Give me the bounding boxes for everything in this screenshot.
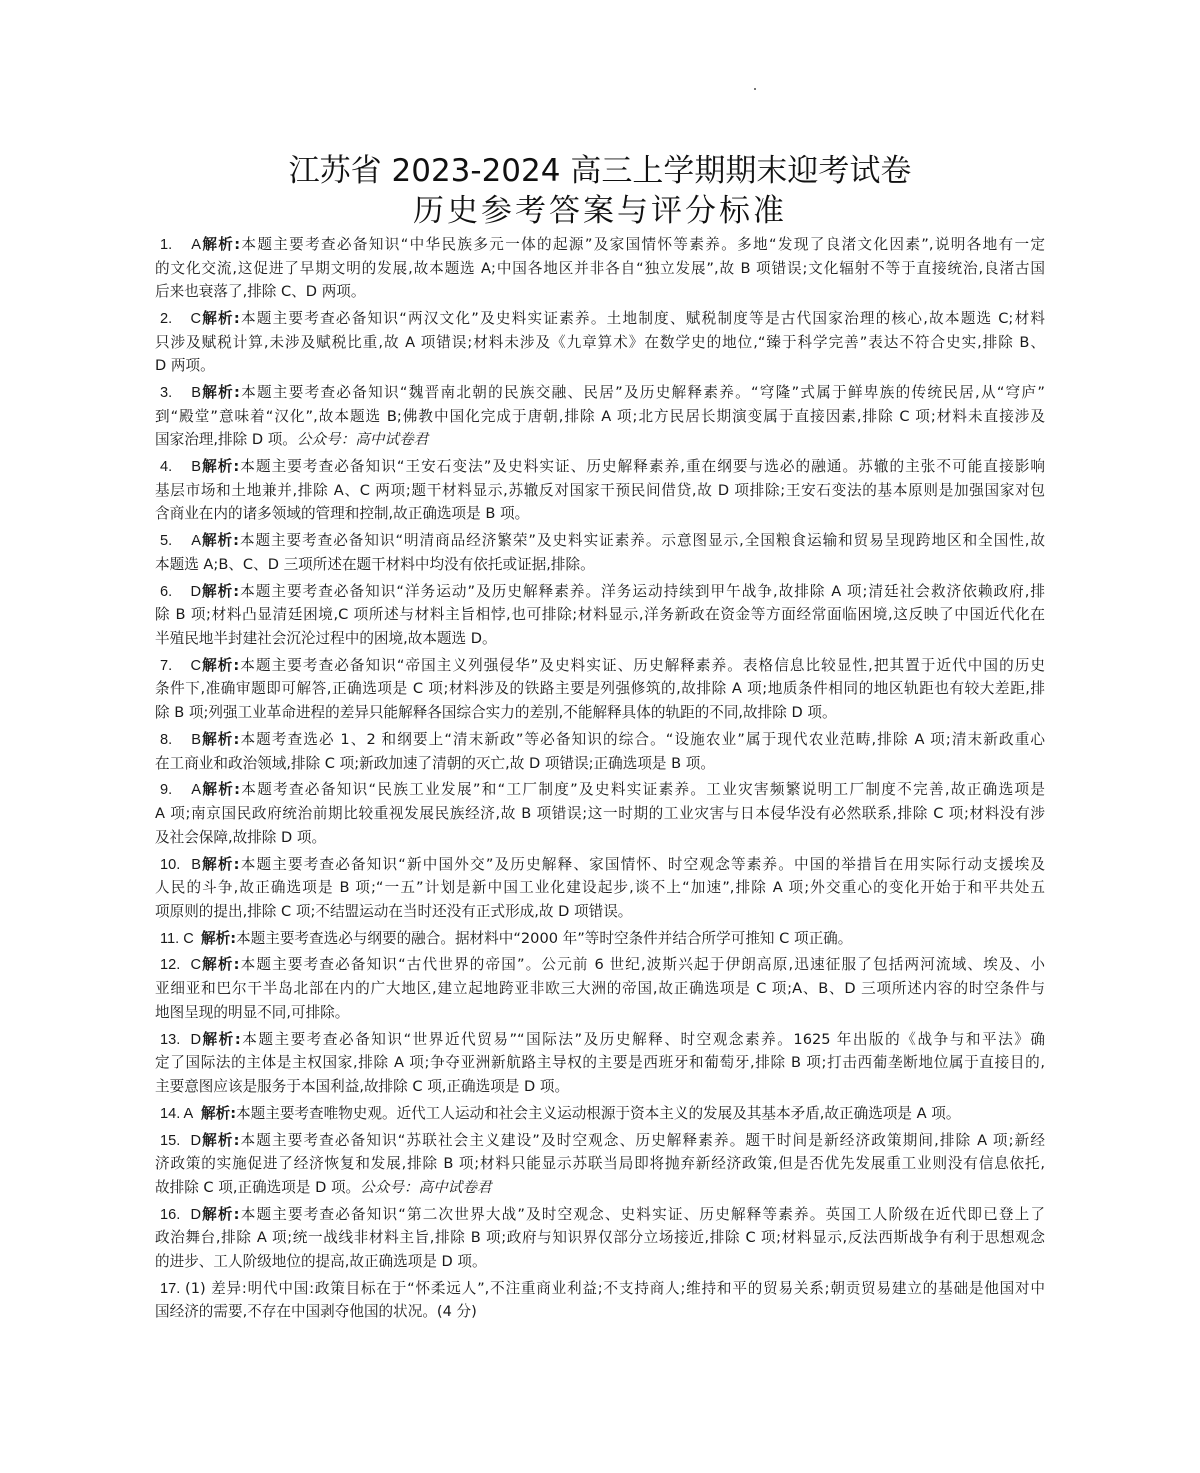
answer-item bbox=[155, 307, 1045, 378]
answer-text: 本题主要考查必备知识“两汉文化”及史料实证素养。土地制度、赋税制度等是古代国家治理的核心,故本题选 C;材料 bbox=[239, 310, 1045, 328]
answer-item bbox=[155, 927, 1045, 951]
answer-line bbox=[155, 900, 1045, 924]
answer-text: 后来也衰落了,排除 C、D 两项。 bbox=[155, 283, 366, 301]
answer-text: 本题主要考查唯物史观。近代工人运动和社会主义运动根源于资本主义的发展及其基本矛盾,故正确选项是 A 项。 bbox=[236, 1104, 961, 1122]
answer-line bbox=[155, 233, 1045, 257]
answer-line bbox=[155, 1152, 1045, 1176]
answer-line bbox=[155, 1129, 1045, 1153]
answer-item bbox=[155, 654, 1045, 725]
question-number: 14. A bbox=[160, 1105, 194, 1122]
analysis-label: 解析: bbox=[201, 656, 240, 674]
answer-text: 只涉及赋税计算,未涉及赋税比重,故 A 项错误;材料未涉及《九章算术》在数学史的地位,“臻于科学完善”表达不符合史实,排除 B、 bbox=[155, 333, 1045, 351]
answer-line bbox=[155, 1001, 1045, 1025]
analysis-label: 解析: bbox=[201, 384, 240, 402]
question-number: 15. D bbox=[160, 1132, 201, 1149]
answer-text: 基层市场和土地兼并,排除 A、C 两项;题干材料显示,苏辙反对国家干预民间借贷,故 D 项排除;王安石变法的基本原则是加强国家对包 bbox=[155, 481, 1045, 499]
question-number: 4. B bbox=[160, 459, 201, 476]
analysis-label: 解析: bbox=[201, 458, 240, 476]
answer-item bbox=[155, 1028, 1045, 1099]
answer-item bbox=[155, 381, 1045, 452]
analysis-label: 解析: bbox=[201, 956, 240, 974]
answer-line bbox=[155, 502, 1045, 526]
question-number: 3. B bbox=[160, 385, 201, 402]
document-subtitle: 历史参考答案与评分标准 bbox=[413, 193, 787, 229]
answer-line bbox=[155, 603, 1045, 627]
answer-line bbox=[155, 381, 1045, 405]
answer-text: 的进步、工人阶级地位的提高,故正确选项是 D 项。 bbox=[155, 1252, 487, 1270]
analysis-label: 解析: bbox=[201, 929, 237, 947]
question-number: 7. C bbox=[160, 657, 201, 674]
answer-text: 的文化交流,这促进了早期文明的发展,故本题选 A;中国各地区并非各自“独立发展”,故 B 项错误;文化辐射不等于直接统治,良渚古国 bbox=[155, 259, 1045, 277]
answer-text: 本题主要考查必备知识“帝国主义列强侵华”及史料实证、历史解释素养。表格信息比较显性,把其置于近代中国的历史 bbox=[239, 656, 1045, 674]
answer-line bbox=[155, 853, 1045, 877]
answer-item bbox=[155, 455, 1045, 526]
answer-line bbox=[155, 802, 1045, 826]
answer-item bbox=[155, 1102, 1045, 1126]
answer-text: (1) 差异:明代中国:政策目标在于“怀柔远人”,不注重商业利益;不支持商人;维持和平的贸易关系;朝贡贸易建立的基础是他国对中 bbox=[185, 1279, 1045, 1297]
answer-text: 除 B 项;材料凸显清廷困境,C 项所述与材料主旨相悖,也可排除;材料显示,洋务新政在资金等方面经常面临困境,这反映了中国近代化在 bbox=[155, 606, 1045, 624]
answer-text: 除 B 项;列强工业革命进程的差异只能解释各国综合实力的差别,不能解释具体的轨距的不同,故排除 D 项。 bbox=[155, 704, 837, 722]
answer-line bbox=[155, 654, 1045, 678]
answer-text: 本题主要考查选必与纲要的融合。据材料中“2000 年”等时空条件并结合所学可推知 C 项正确。 bbox=[236, 929, 853, 947]
answer-item bbox=[155, 233, 1045, 304]
answer-text: 本题主要考查必备知识“新中国外交”及历史解释、家国情怀、时空观念等素养。中国的举措旨在用实际行动支援埃及 bbox=[239, 855, 1045, 873]
question-number: 13. D bbox=[160, 1031, 201, 1048]
answer-line bbox=[155, 826, 1045, 850]
answer-line bbox=[155, 1277, 1045, 1301]
answer-line bbox=[155, 1226, 1045, 1250]
watermark-text: 公众号：高中试卷君 bbox=[360, 1178, 492, 1196]
answer-line bbox=[155, 728, 1045, 752]
answer-text: D 两项。 bbox=[155, 357, 215, 375]
answer-line bbox=[155, 752, 1045, 776]
answer-line bbox=[155, 280, 1045, 304]
analysis-label: 解析: bbox=[201, 236, 241, 253]
answer-text: 定了国际法的主体是主权国家,排除 A 项;争夺亚洲新航路主导权的主要是西班牙和葡萄牙,排除 B 项;打击西葡垄断地位属于直接目的, bbox=[155, 1054, 1045, 1072]
analysis-label: 解析: bbox=[201, 855, 240, 873]
answer-line bbox=[155, 627, 1045, 651]
answer-text: 本题选 A;B、C、D 三项所述在题干材料中均没有依托或证据,排除。 bbox=[155, 555, 595, 573]
answer-line bbox=[155, 1051, 1045, 1075]
analysis-label: 解析: bbox=[201, 1104, 237, 1122]
answer-line bbox=[155, 580, 1045, 604]
answer-text: 本题主要考查必备知识“洋务运动”及历史解释素养。洋务运动持续到甲午战争,故排除 A 项;清廷社会救济依赖政府,排 bbox=[239, 582, 1045, 600]
question-number: 9. A bbox=[160, 782, 201, 799]
question-number: 16. D bbox=[160, 1206, 201, 1223]
answer-text: 本题考查选必 1、2 和纲要上“清末新政”等必备知识的综合。“设施农业”属于现代农业范畴,排除 A 项;清末新政重心 bbox=[239, 730, 1045, 748]
answer-text: 本题主要考查必备知识“魏晋南北朝的民族交融、民居”及历史解释素养。“穹隆”式属于鲜卑族的传统民居,从“穹庐” bbox=[239, 384, 1045, 402]
answer-item bbox=[155, 1203, 1045, 1274]
document-title: 江苏省 2023-2024 高三上学期期末迎考试卷 bbox=[288, 153, 912, 189]
answer-line bbox=[155, 553, 1045, 577]
answer-text: 本题主要考查必备知识“世界近代贸易”“国际法”及历史解释、时空观念素养。1625 年出版的《战争与和平法》确 bbox=[240, 1030, 1045, 1048]
answer-line bbox=[155, 307, 1045, 331]
answer-line bbox=[155, 479, 1045, 503]
answer-list bbox=[155, 233, 1045, 1327]
answer-line bbox=[155, 677, 1045, 701]
answer-line bbox=[155, 1075, 1045, 1099]
answer-text: 在工商业和政治领域,排除 C 项;新政加速了清朝的灭亡,故 D 项错误;正确选项是 B 项。 bbox=[155, 754, 715, 772]
answer-item bbox=[155, 778, 1045, 849]
answer-line bbox=[155, 1203, 1045, 1227]
answer-line bbox=[155, 1028, 1045, 1052]
answer-text: 条件下,准确审题即可解答,正确选项是 C 项;材料涉及的铁路主要是列强修筑的,故排除 A 项;地质条件相同的地区轨距也有较大差距,排 bbox=[155, 680, 1045, 698]
answer-line bbox=[155, 778, 1045, 802]
answer-line bbox=[155, 953, 1045, 977]
answer-item bbox=[155, 1129, 1045, 1200]
analysis-label: 解析: bbox=[201, 781, 240, 799]
answer-text: 国经济的需要,不存在中国剥夺他国的状况。(4 分) bbox=[155, 1303, 477, 1321]
answer-text: 本题主要考查必备知识“王安石变法”及史料实证、历史解释素养,重在纲要与选必的融通。苏辙的主张不可能直接影响 bbox=[239, 458, 1045, 476]
analysis-label: 解析: bbox=[201, 1131, 240, 1149]
answer-line bbox=[155, 701, 1045, 725]
answer-text: 济政策的实施促进了经济恢复和发展,排除 B 项;材料只能显示苏联当局即将抛弃新经济政策,但是否优先发展重工业则没有信息依托, bbox=[155, 1155, 1045, 1173]
answer-text: 半殖民地半封建社会沉沦过程中的困境,故本题选 D。 bbox=[155, 629, 497, 647]
answer-item bbox=[155, 853, 1045, 924]
answer-text: 人民的斗争,故正确选项是 B 项;“一五”计划是新中国工业化建设起步,谈不上“加速”,排除 A 项;外交重心的变化开始于和平共处五 bbox=[155, 879, 1045, 897]
analysis-label: 解析: bbox=[201, 310, 240, 328]
analysis-label: 解析: bbox=[201, 730, 240, 748]
answer-text: 政治舞台,排除 A 项;统一战线非材料主旨,排除 B 项;政府与知识界仅部分立场接近,排除 C 项;材料显示,反法西斯战争有利于思想观念 bbox=[155, 1229, 1045, 1247]
answer-text: 本题主要考查必备知识“中华民族多元一体的起源”及家国情怀等素养。多地“发现了良渚文化因素”,说明各地有一定 bbox=[240, 236, 1045, 253]
question-number: 8. B bbox=[160, 731, 201, 748]
answer-text: 国家治理,排除 D 项。 bbox=[155, 431, 297, 449]
question-number: 5. A bbox=[160, 533, 201, 550]
answer-text: 本题主要考查必备知识“第二次世界大战”及时空观念、史料实证、历史解释等素养。英国工人阶级在近代即已登上了 bbox=[239, 1205, 1045, 1223]
analysis-label: 解析: bbox=[201, 1030, 241, 1048]
watermark-text: 公众号：高中试卷君 bbox=[296, 431, 429, 449]
answer-text: 本题考查必备知识“民族工业发展”和“工厂制度”及史料实证素养。工业灾害频繁说明工厂制度不完善,故正确选项是 bbox=[239, 781, 1045, 799]
answer-line bbox=[155, 927, 1045, 951]
answer-text: 含商业在内的诸多领域的管理和控制,故正确选项是 B 项。 bbox=[155, 505, 530, 523]
answer-line bbox=[155, 1176, 1045, 1200]
answer-line bbox=[155, 529, 1045, 553]
answer-text: 地图呈现的明显不同,可排除。 bbox=[155, 1003, 350, 1021]
answer-item bbox=[155, 728, 1045, 775]
question-number: 6. D bbox=[160, 583, 201, 600]
answer-line bbox=[155, 455, 1045, 479]
answer-text: 本题主要考查必备知识“苏联社会主义建设”及时空观念、历史解释素养。题干时间是新经济政策期间,排除 A 项;新经 bbox=[239, 1131, 1045, 1149]
question-number: 10. B bbox=[160, 856, 201, 873]
answer-line bbox=[155, 1250, 1045, 1274]
answer-text: 及社会保障,故排除 D 项。 bbox=[155, 828, 327, 846]
answer-text: 本题主要考查必备知识“古代世界的帝国”。公元前 6 世纪,波斯兴起于伊朗高原,迅速征服了包括两河流域、埃及、小 bbox=[239, 956, 1045, 974]
answer-line bbox=[155, 405, 1045, 429]
answer-text: 主要意图应该是服务于本国利益,故排除 C 项,正确选项是 D 项。 bbox=[155, 1077, 570, 1095]
answer-item bbox=[155, 529, 1045, 576]
question-number: 1. A bbox=[160, 237, 201, 253]
answer-item bbox=[155, 953, 1045, 1024]
question-number: 12. C bbox=[160, 957, 201, 974]
answer-line bbox=[155, 428, 1045, 452]
answer-text: 本题主要考查必备知识“明清商品经济繁荣”及史料实证素养。示意图显示,全国粮食运输和贸易呈现跨地区和全国性,故 bbox=[238, 532, 1045, 550]
answer-line bbox=[155, 876, 1045, 900]
answer-item bbox=[155, 1277, 1045, 1324]
answer-line bbox=[155, 257, 1045, 281]
question-number: 11. C bbox=[160, 930, 194, 947]
answer-text: A 项;南京国民政府统治前期比较重视发展民族经济,故 B 项错误;这一时期的工业灾害与日本侵华没有必然联系,排除 C 项;材料没有涉 bbox=[155, 805, 1045, 823]
answer-line bbox=[155, 1300, 1045, 1324]
analysis-label: 解析: bbox=[201, 582, 240, 600]
answer-text: 项原则的提出,排除 C 项;不结盟运动在当时还没有正式形成,故 D 项错误。 bbox=[155, 902, 633, 920]
answer-text: 亚细亚和巴尔干半岛北部在内的广大地区,建立起地跨亚非欧三大洲的帝国,故正确选项是 C 项;A、B、D 三项所述内容的时空条件与 bbox=[155, 980, 1045, 998]
analysis-label: 解析: bbox=[201, 532, 239, 550]
question-number: 17. bbox=[160, 1280, 181, 1297]
answer-item bbox=[155, 580, 1045, 651]
analysis-label: 解析: bbox=[201, 1205, 240, 1223]
answer-line bbox=[155, 977, 1045, 1001]
answer-text: 故排除 C 项,正确选项是 D 项。 bbox=[155, 1178, 361, 1196]
scan-dot bbox=[754, 88, 756, 90]
answer-line bbox=[155, 1102, 1045, 1126]
question-number: 2. C bbox=[160, 311, 201, 328]
answer-line bbox=[155, 354, 1045, 378]
answer-text: 到“殿堂”意味着“汉化”,故本题选 B;佛教中国化完成于唐朝,排除 A 项;北方民居长期演变属于直接因素,排除 C 项;材料未直接涉及 bbox=[155, 407, 1045, 425]
answer-line bbox=[155, 331, 1045, 355]
